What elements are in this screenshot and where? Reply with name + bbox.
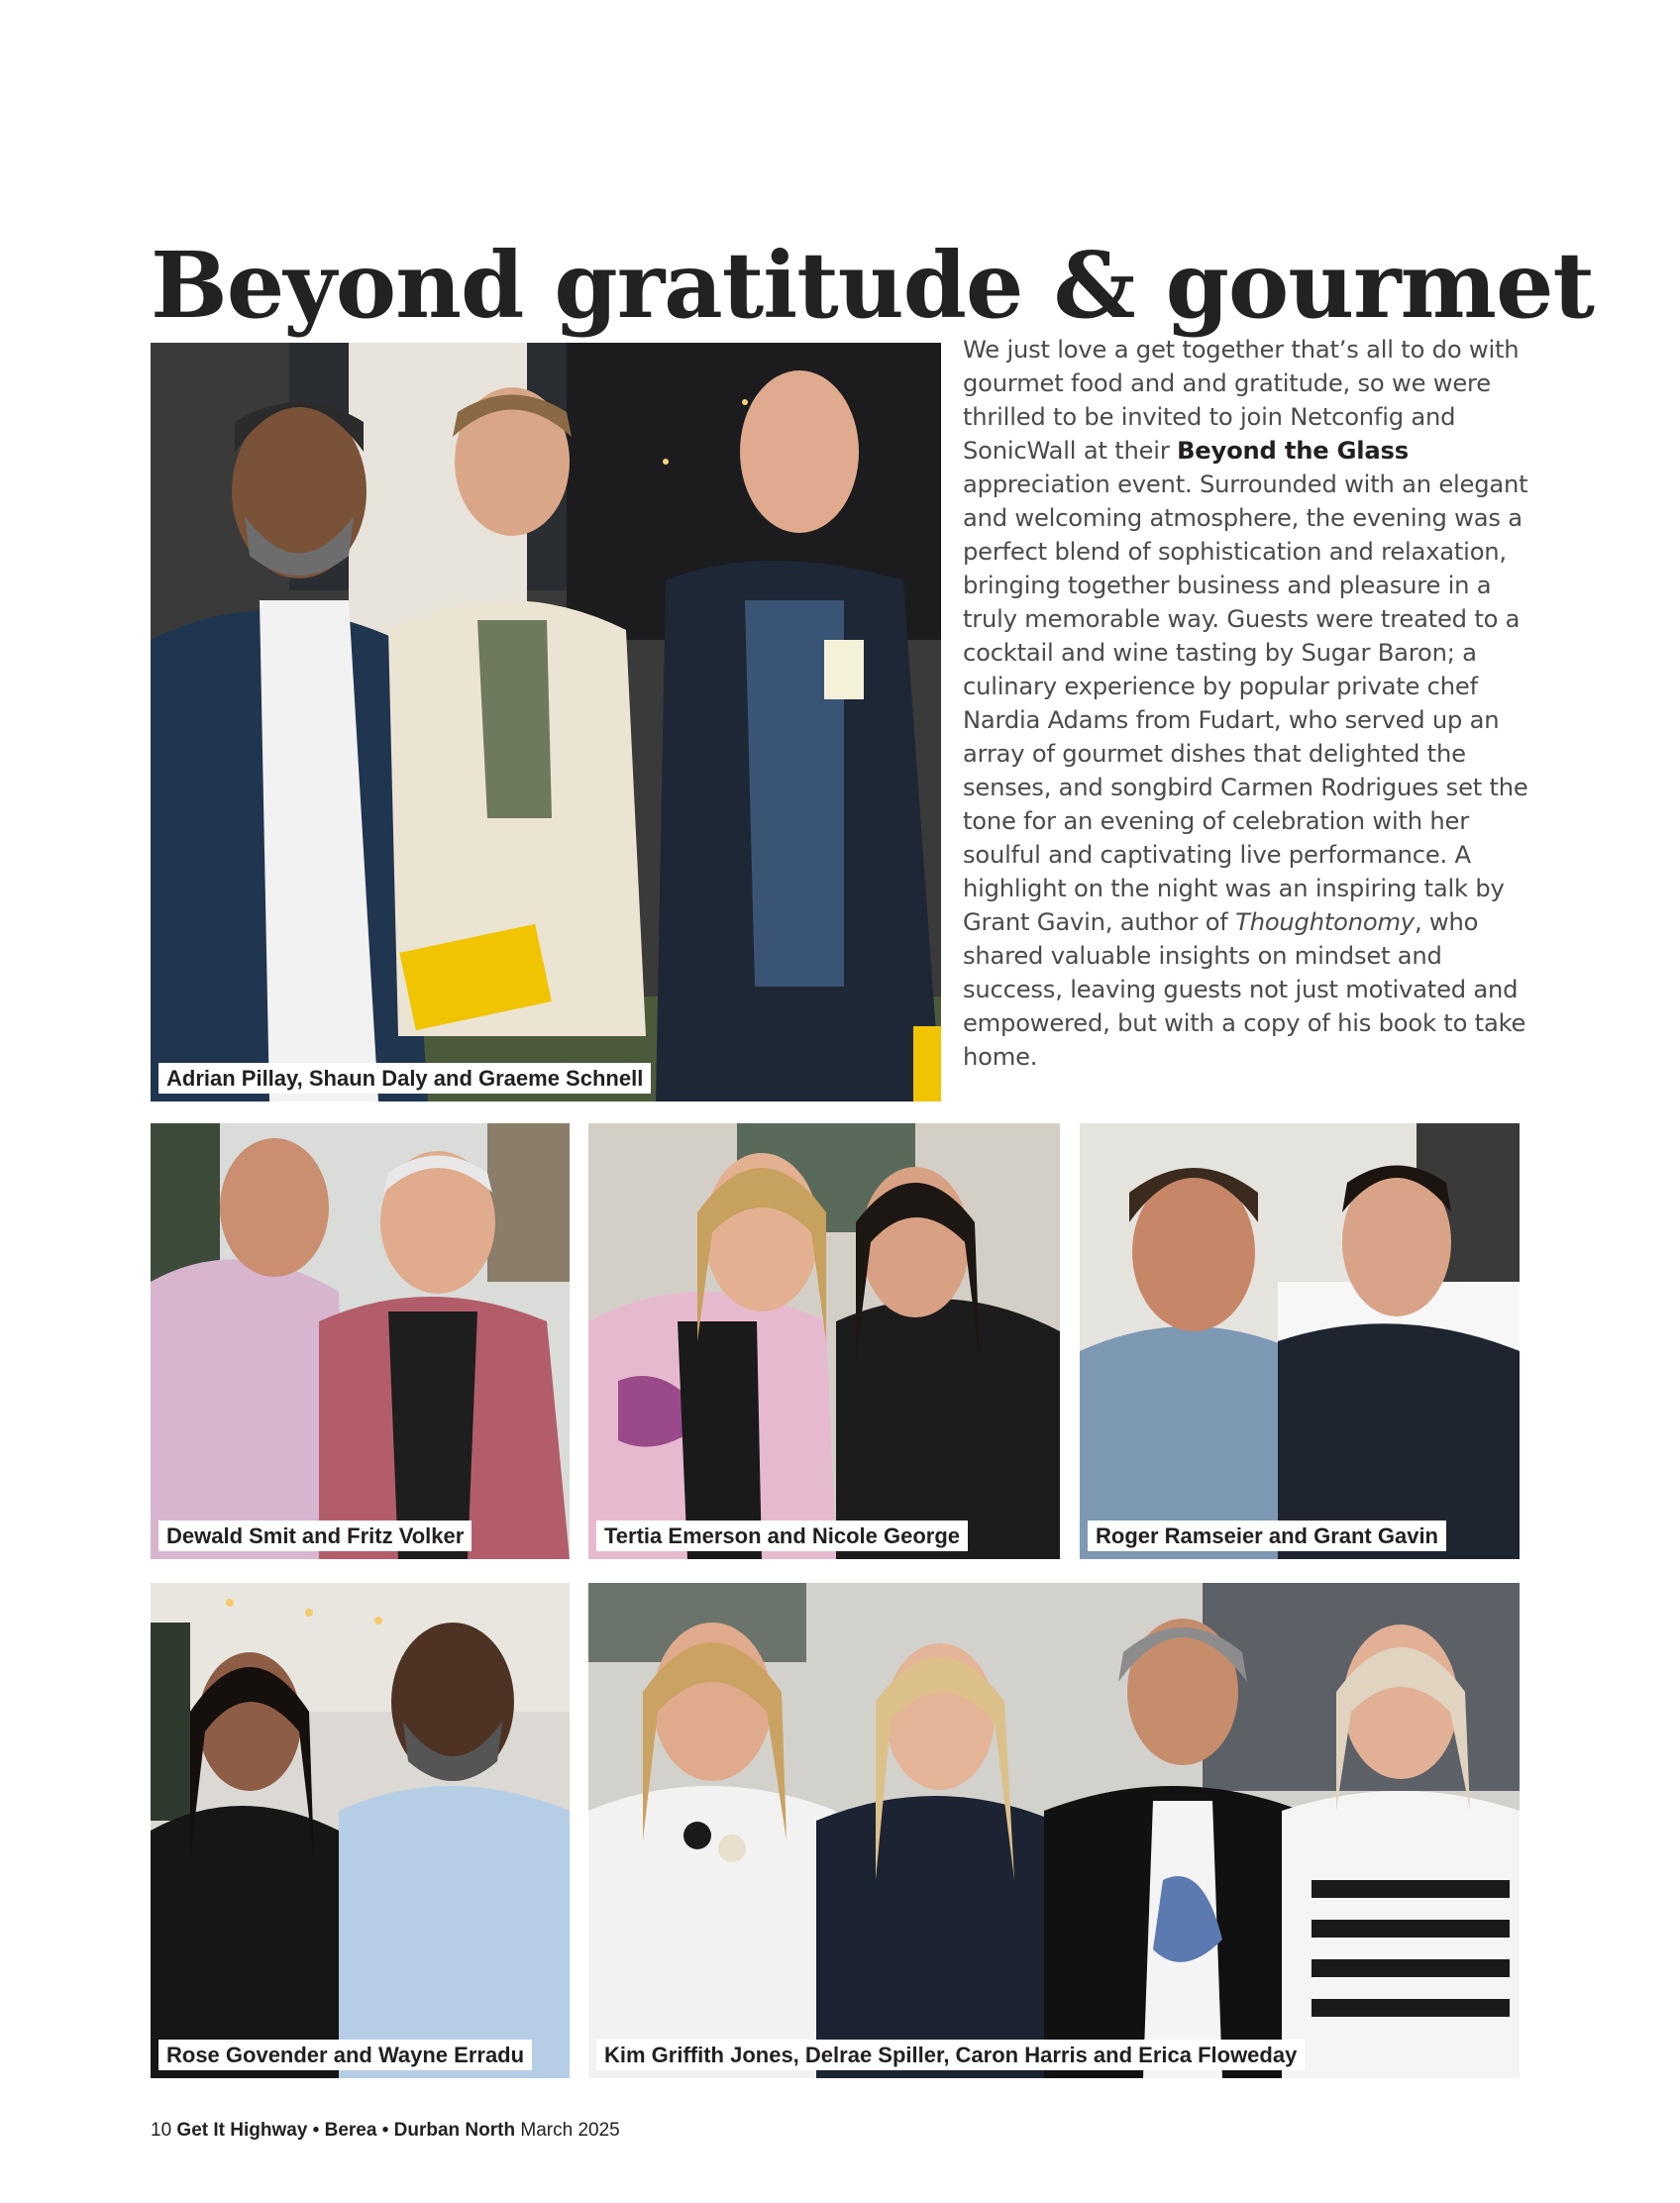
page-number: 10 (151, 2120, 172, 2141)
photo-dewald-fritz (151, 1123, 570, 1559)
photo-caption: Dewald Smit and Fritz Volker (158, 1521, 472, 1551)
article-body (963, 333, 1531, 1074)
body-text: , who shared valuable insights on mindset and success, leaving guests not just motivated and empowered, but with a copy of his book to take home. (963, 908, 1526, 1071)
photo-caption: Roger Ramseier and Grant Gavin (1088, 1521, 1446, 1551)
photo-four-women (588, 1583, 1520, 2078)
photo-tertia-nicole (588, 1123, 1060, 1559)
book-title: Thoughtonomy (1235, 908, 1415, 936)
photo-image (151, 1583, 570, 2078)
body-text: appreciation event. Surrounded with an elegant and welcoming atmosphere, the evening was a perfect blend of sophistication and relaxation, bringing together business and pleasure in a truly memorable way. Guests were treated to a cocktail and wine tasting by Sugar Baron; a culinary experience by popular private chef Nardia Adams from Fudart, who served up an array of gourmet dishes that delighted the senses, and songbird Carmen Rodrigues set the tone for an evening of celebration with her soulful and captivating live performance. A highlight on the night was an inspiring talk by Grant Gavin, author of (963, 471, 1528, 936)
separator: • (381, 2120, 389, 2141)
photo-caption: Adrian Pillay, Shaun Daly and Graeme Schnell (158, 1063, 651, 1094)
photo-roger-grant (1080, 1123, 1520, 1559)
photo-image (151, 1123, 570, 1559)
photo-caption: Rose Govender and Wayne Erradu (158, 2040, 532, 2070)
photo-caption: Tertia Emerson and Nicole George (596, 1521, 968, 1551)
photo-group-three-men (151, 343, 941, 1102)
photo-rose-wayne (151, 1583, 570, 2078)
page-footer (151, 2120, 620, 2142)
photo-image (1080, 1123, 1520, 1559)
photo-image (588, 1583, 1520, 2078)
photo-caption: Kim Griffith Jones, Delrae Spiller, Caron Harris and Erica Floweday (596, 2040, 1305, 2070)
event-name: Beyond the Glass (1177, 437, 1409, 465)
photo-image (588, 1123, 1060, 1559)
separator: • (312, 2120, 320, 2141)
area-name: Durban North (393, 2120, 516, 2141)
photo-image (151, 343, 941, 1102)
article-title: Beyond gratitude & gourmet (151, 231, 1595, 339)
area-name: Berea (324, 2120, 377, 2141)
body-text: We just love a get together that’s all to do with gourmet food and and gratitude, so we were thrilled to be invited to join Netconfig and SonicWall at their (963, 336, 1520, 465)
issue-date: March 2025 (520, 2120, 620, 2141)
publication-name: Get It Highway (176, 2120, 308, 2141)
